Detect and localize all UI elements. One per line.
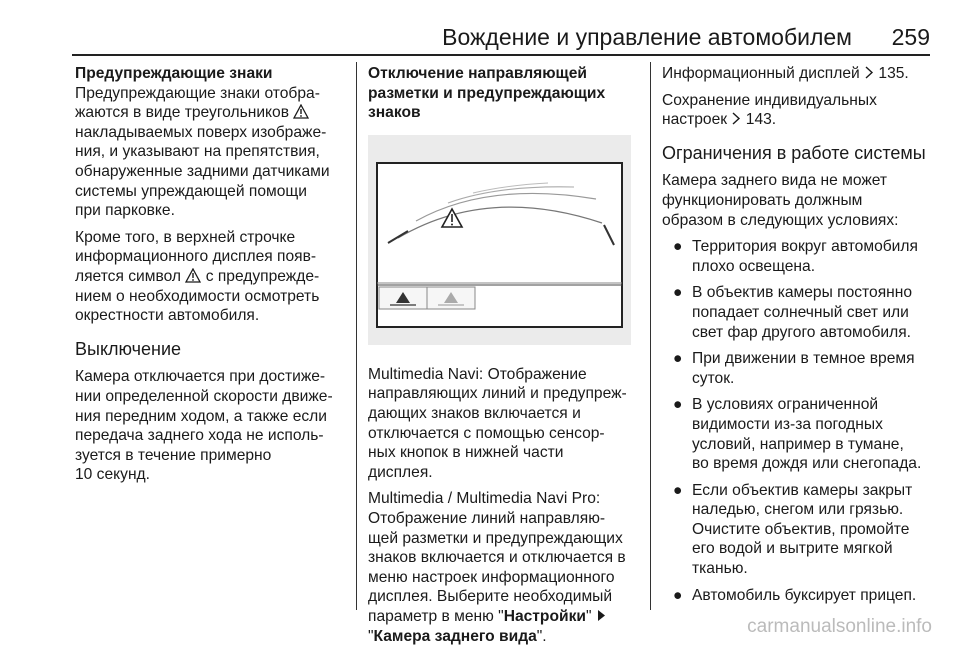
save-settings-ref: Сохранение индивидуальных настроек 143. [662,91,877,129]
menu-settings: Настройки [503,607,586,625]
column-2 [368,64,635,653]
warning-paragraph-2: Кроме того, в верхней строчке информационного дисплея появ- ляется символ с предупрежде- нием о необходимости осмотреть окрестности автомобиля. [75,228,320,325]
warning-triangle-icon [293,104,309,119]
list-item: ● Если объектив камеры закрыт наледью, снегом или грязью. Очистите объектив, промойте его водой и вытрите мягкой тканью. [673,481,913,578]
guidelines-off-title: Отключение направляющей разметки и предупреждающих знаков [368,65,606,122]
list-item: ● В объектив камеры постоянно попадает солнечный свет или свет фар другого автомобиля. [673,284,913,341]
column-3 [662,64,930,612]
navi-pro-paragraph: Multimedia / Multimedia Navi Pro: Отображение линий направляю- щей разметки и предупреждающих знаков включается и отключается в меню настроек информационного дисплея. Выберите необходимый параметр в меню "Настройки" "Камера заднего вида". [368,490,626,645]
limitations-title: Ограничения в работе системы [662,142,926,163]
warning-triangle-icon [185,268,201,283]
warning-section: Предупреждающие знаки Предупреждающие знаки отобра- жаются в виде треугольников накладываемых поверх изображе- ния, и указывают на препятствия, обнаруженные задними датчиками системы упреждающей помощи при парковке. [75,64,345,221]
switch-off-title: Выключение [75,338,182,359]
header-title: Вождение и управление автомобилем [442,24,852,50]
list-item: ● Территория вокруг автомобиля плохо освещена. [673,238,918,275]
limitations-list [662,237,930,605]
switch-off-paragraph: Камера отключается при достиже- нии определенной скорости движе- ния передним ходом, а также если передача заднего хода не исполь- зуется в течение примерно 10 секунд. [75,368,333,484]
column-divider-1 [356,62,357,610]
column-divider-2 [650,62,651,610]
warning-signs-title: Предупреждающие знаки [75,65,273,82]
page-number: 259 [891,24,930,50]
list-item: ● Автомобиль буксирует прицеп. [673,586,917,604]
page-reference-icon [731,111,741,126]
navi-paragraph: Multimedia Navi: Отображение направляющих линий и предупреж- дающих знаков включается и отключается с помощью сенсор- ных кнопок в нижней части дисплея. [368,365,627,481]
watermark: carmanualsonline.info [747,616,932,637]
camera-display-illustration [368,135,631,345]
column-1 [75,64,345,492]
page-reference-icon [864,65,874,80]
list-item: ● При движении в темное время суток. [673,350,915,387]
info-display-ref: Информационный дисплей 135. [662,65,909,82]
menu-arrow-icon [596,608,607,623]
list-item: ● В условиях ограниченной видимости из-за погодных условий, например в тумане, во время дождя или снегопада. [673,396,922,473]
header-rule [72,54,930,56]
menu-rear-camera: Камера заднего вида [373,627,537,645]
limitations-intro: Камера заднего вида не может функционировать должным образом в следующих условиях: [662,172,899,229]
